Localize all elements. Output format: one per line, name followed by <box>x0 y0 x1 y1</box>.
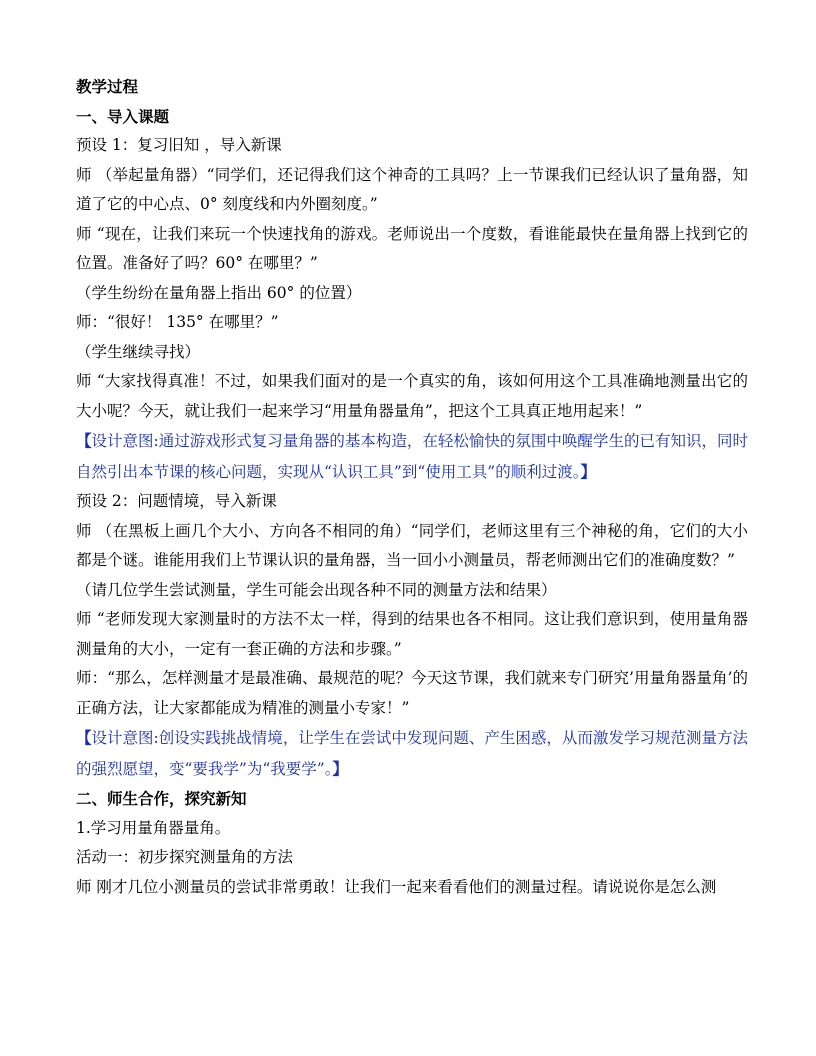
paragraph-students-try-measure: （请几位学生尝试测量，学生可能会出现各种不同的测量方法和结果） <box>76 580 557 599</box>
design-intent-1-text: 设计意图:通过游戏形式复习量角器的基本构造，在轻松愉快的氛围中唤醒学生的已有知识，同时自然引出本节课的核心问题，实现从“认识工具”到“使用工具”的顺利过渡。 <box>76 432 748 481</box>
document-page <box>76 72 748 902</box>
section-heading-intro: 一、导入课题 <box>76 106 170 126</box>
paragraph-teacher-review: 师 （举起量角器）“同学们，还记得我们这个神奇的工具吗？上一节课我们已经认识了量角器，知道了它的中心点、0° 刻度线和内外圈刻度。” <box>76 165 748 213</box>
paragraph-teacher-review-attempts: 师 刚才几位小测量员的尝试非常勇敢！让我们一起来看看他们的测量过程。请说说你是怎么测 <box>76 877 717 896</box>
section-heading-explore: 二、师生合作，探究新知 <box>76 789 247 808</box>
activity-1-heading: 活动一：初步探究测量角的方法 <box>76 848 294 866</box>
paragraph-teacher-intro-topic: 师 “大家找得真准！不过，如果我们面对的是一个真实的角，该如何用这个工具准确地测量出它的大小呢？今天，就让我们一起来学习“用量角器量角”，把这个工具真正地用起来！” <box>76 372 748 420</box>
design-intent-2 <box>76 723 748 784</box>
design-intent-1-open-bracket: 【 <box>76 431 92 450</box>
design-intent-2-text: 设计意图:创设实践挑战情境，让学生在尝试中发现问题、产生困惑，从而激发学习规范测量方法的强烈愿望，变“要我学”为“我要学”。 <box>76 729 748 778</box>
design-intent-2-close-bracket: 】 <box>332 758 348 778</box>
paragraph-teacher-correct-method: 师：“那么，怎样测量才是最准确、最规范的呢？今天这节课，我们就来专门研究’用量角器量角’的正确方法，让大家都能成为精准的测量小专家！” <box>76 669 748 717</box>
section-heading-teaching-process: 教学过程 <box>76 77 139 96</box>
preset-2-heading: 预设 2：问题情境，导入新课 <box>76 492 277 510</box>
paragraph-students-point-60: （学生纷纷在量角器上指出 60° 的位置） <box>76 283 362 302</box>
paragraph-teacher-135: 师：“很好！ 135° 在哪里？” <box>76 313 279 331</box>
paragraph-teacher-draw-angles: 师 （在黑板上画几个大小、方向各不相同的角）“同学们，老师这里有三个神秘的角，它们的大小都是个谜。谁能用我们上节课认识的量角器，当一回小小测量员，帮老师测出它们的准确度数？” <box>76 521 748 569</box>
item-1-heading: 1.学习用量角器量角。 <box>76 818 231 837</box>
design-intent-2-open-bracket: 【 <box>76 728 92 747</box>
preset-1-heading: 预设 1：复习旧知 ，导入新课 <box>76 136 282 154</box>
design-intent-1-close-bracket: 】 <box>580 461 596 481</box>
design-intent-1 <box>76 426 748 487</box>
paragraph-students-continue: （学生继续寻找） <box>76 342 201 361</box>
paragraph-teacher-game: 师 “现在，让我们来玩一个快速找角的游戏。老师说出一个度数，看谁能最快在量角器上找到它的位置。准备好了吗？60° 在哪里？” <box>76 224 748 272</box>
paragraph-teacher-methods-differ: 师 “老师发现大家测量时的方法不太一样，得到的结果也各不相同。这让我们意识到，使用量角器测量角的大小，一定有一套正确的方法和步骤。” <box>76 610 748 658</box>
